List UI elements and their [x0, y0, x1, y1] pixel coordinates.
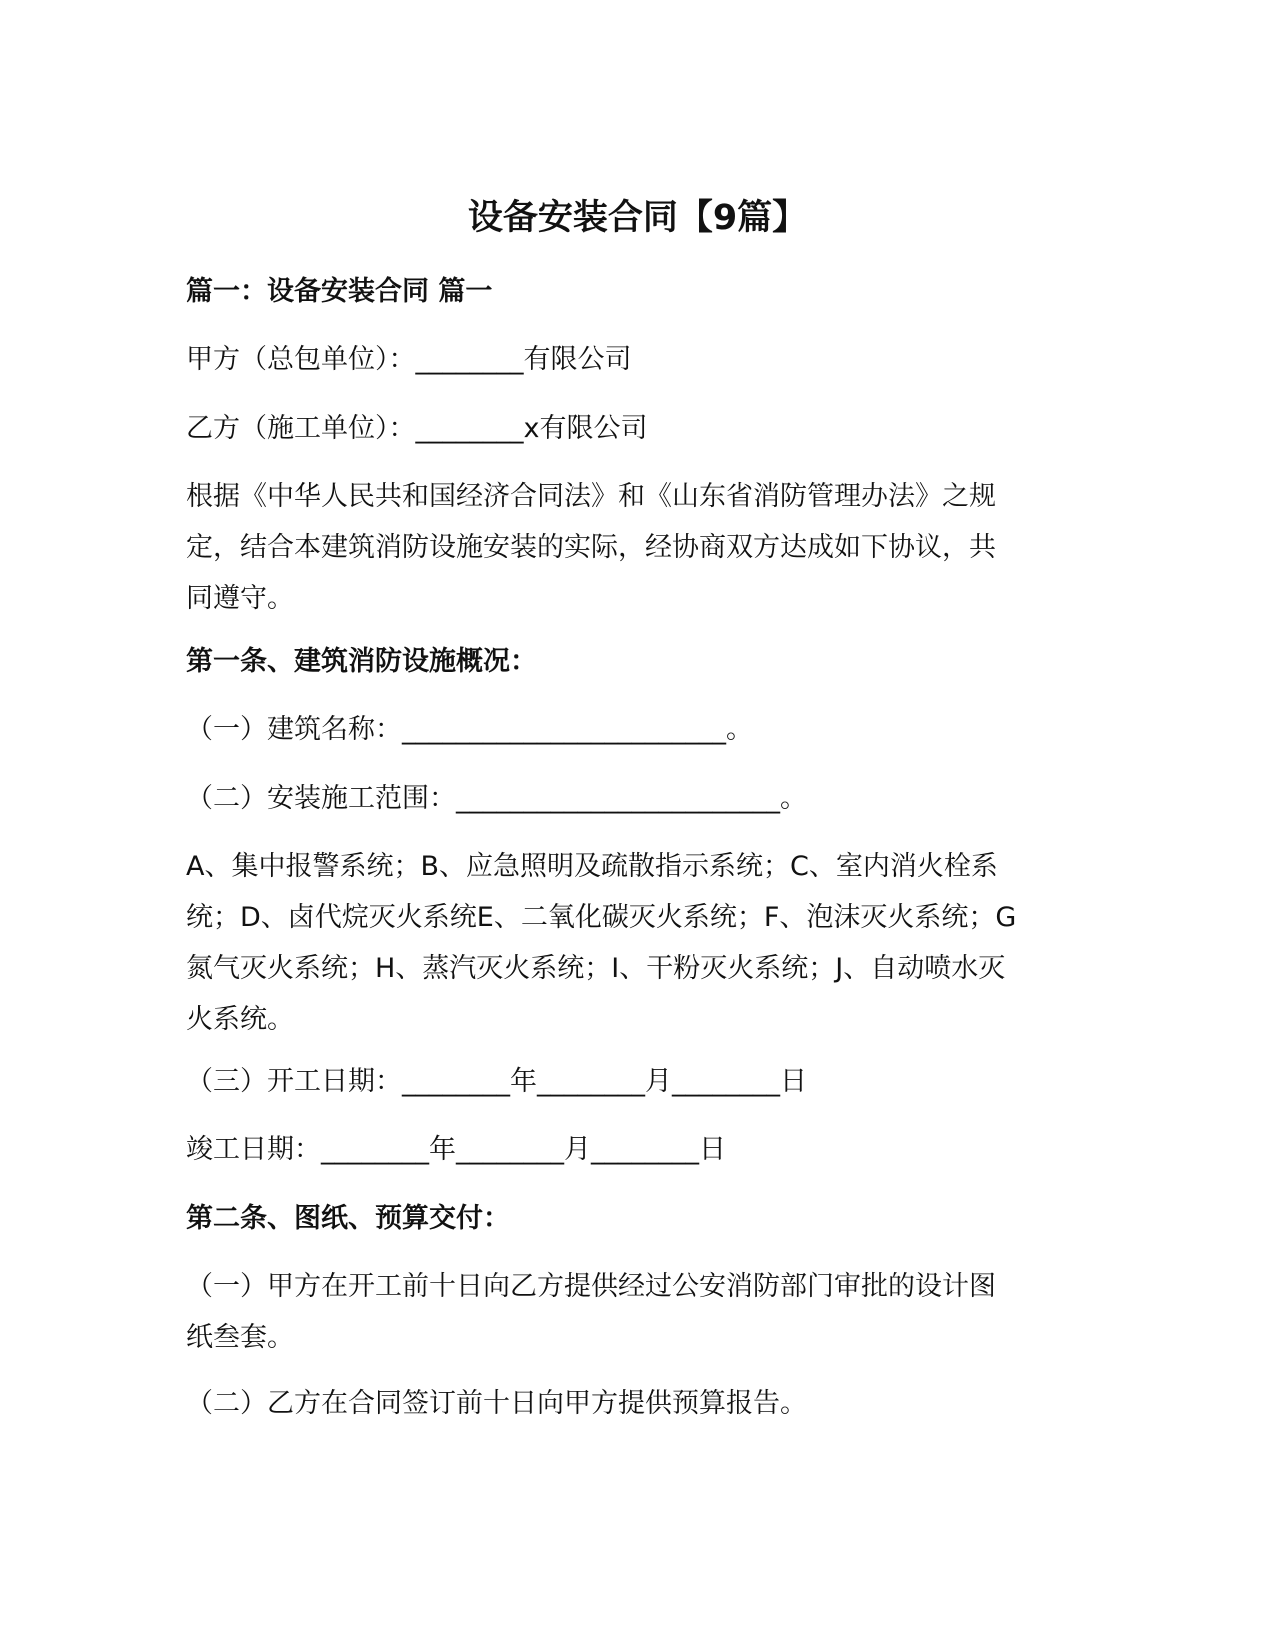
- section-heading: 篇一：设备安装合同 篇一: [186, 276, 493, 307]
- completion-date-line: 竣工日期：________年________月________日: [186, 1134, 726, 1165]
- party-a-line: 甲方（总包单位）：________有限公司: [186, 344, 632, 375]
- party-b-line: 乙方（施工单位）：________x有限公司: [186, 413, 648, 444]
- drawings-line: （一）甲方在开工前十日向乙方提供经过公安消防部门审批的设计图: [186, 1271, 996, 1302]
- preamble-line: 根据《中华人民共和国经济合同法》和《山东省消防管理办法》之规: [186, 481, 996, 512]
- drawings-line: 纸叁套。: [186, 1322, 294, 1353]
- systems-line: 氮气灭火系统；H、蒸汽灭火系统；I、干粉灭火系统；J、自动喷水灭: [186, 953, 1006, 984]
- systems-line: A、集中报警系统；B、应急照明及疏散指示系统；C、室内消火栓系: [186, 851, 998, 882]
- document-title: 设备安装合同【9篇】: [467, 198, 808, 238]
- preamble-line: 同遵守。: [186, 583, 294, 614]
- install-scope-line: （二）安装施工范围：________________________。: [186, 783, 807, 814]
- article-2-heading: 第二条、图纸、预算交付：: [186, 1203, 510, 1234]
- building-name-line: （一）建筑名称：________________________。: [186, 714, 753, 745]
- preamble-paragraph: [186, 471, 1086, 624]
- article-1-heading: 第一条、建筑消防设施概况：: [186, 646, 537, 677]
- systems-line: 火系统。: [186, 1004, 294, 1035]
- preamble-line: 定，结合本建筑消防设施安装的实际，经协商双方达成如下协议，共: [186, 532, 996, 563]
- systems-line: 统；D、卤代烷灭火系统E、二氧化碳灭火系统；F、泡沫灭火系统；G: [186, 902, 1017, 933]
- start-date-line: （三）开工日期：________年________月________日: [186, 1066, 807, 1097]
- drawings-paragraph: [186, 1261, 1086, 1363]
- systems-paragraph: [186, 841, 1086, 1045]
- budget-line: （二）乙方在合同签订前十日向甲方提供预算报告。: [186, 1388, 807, 1419]
